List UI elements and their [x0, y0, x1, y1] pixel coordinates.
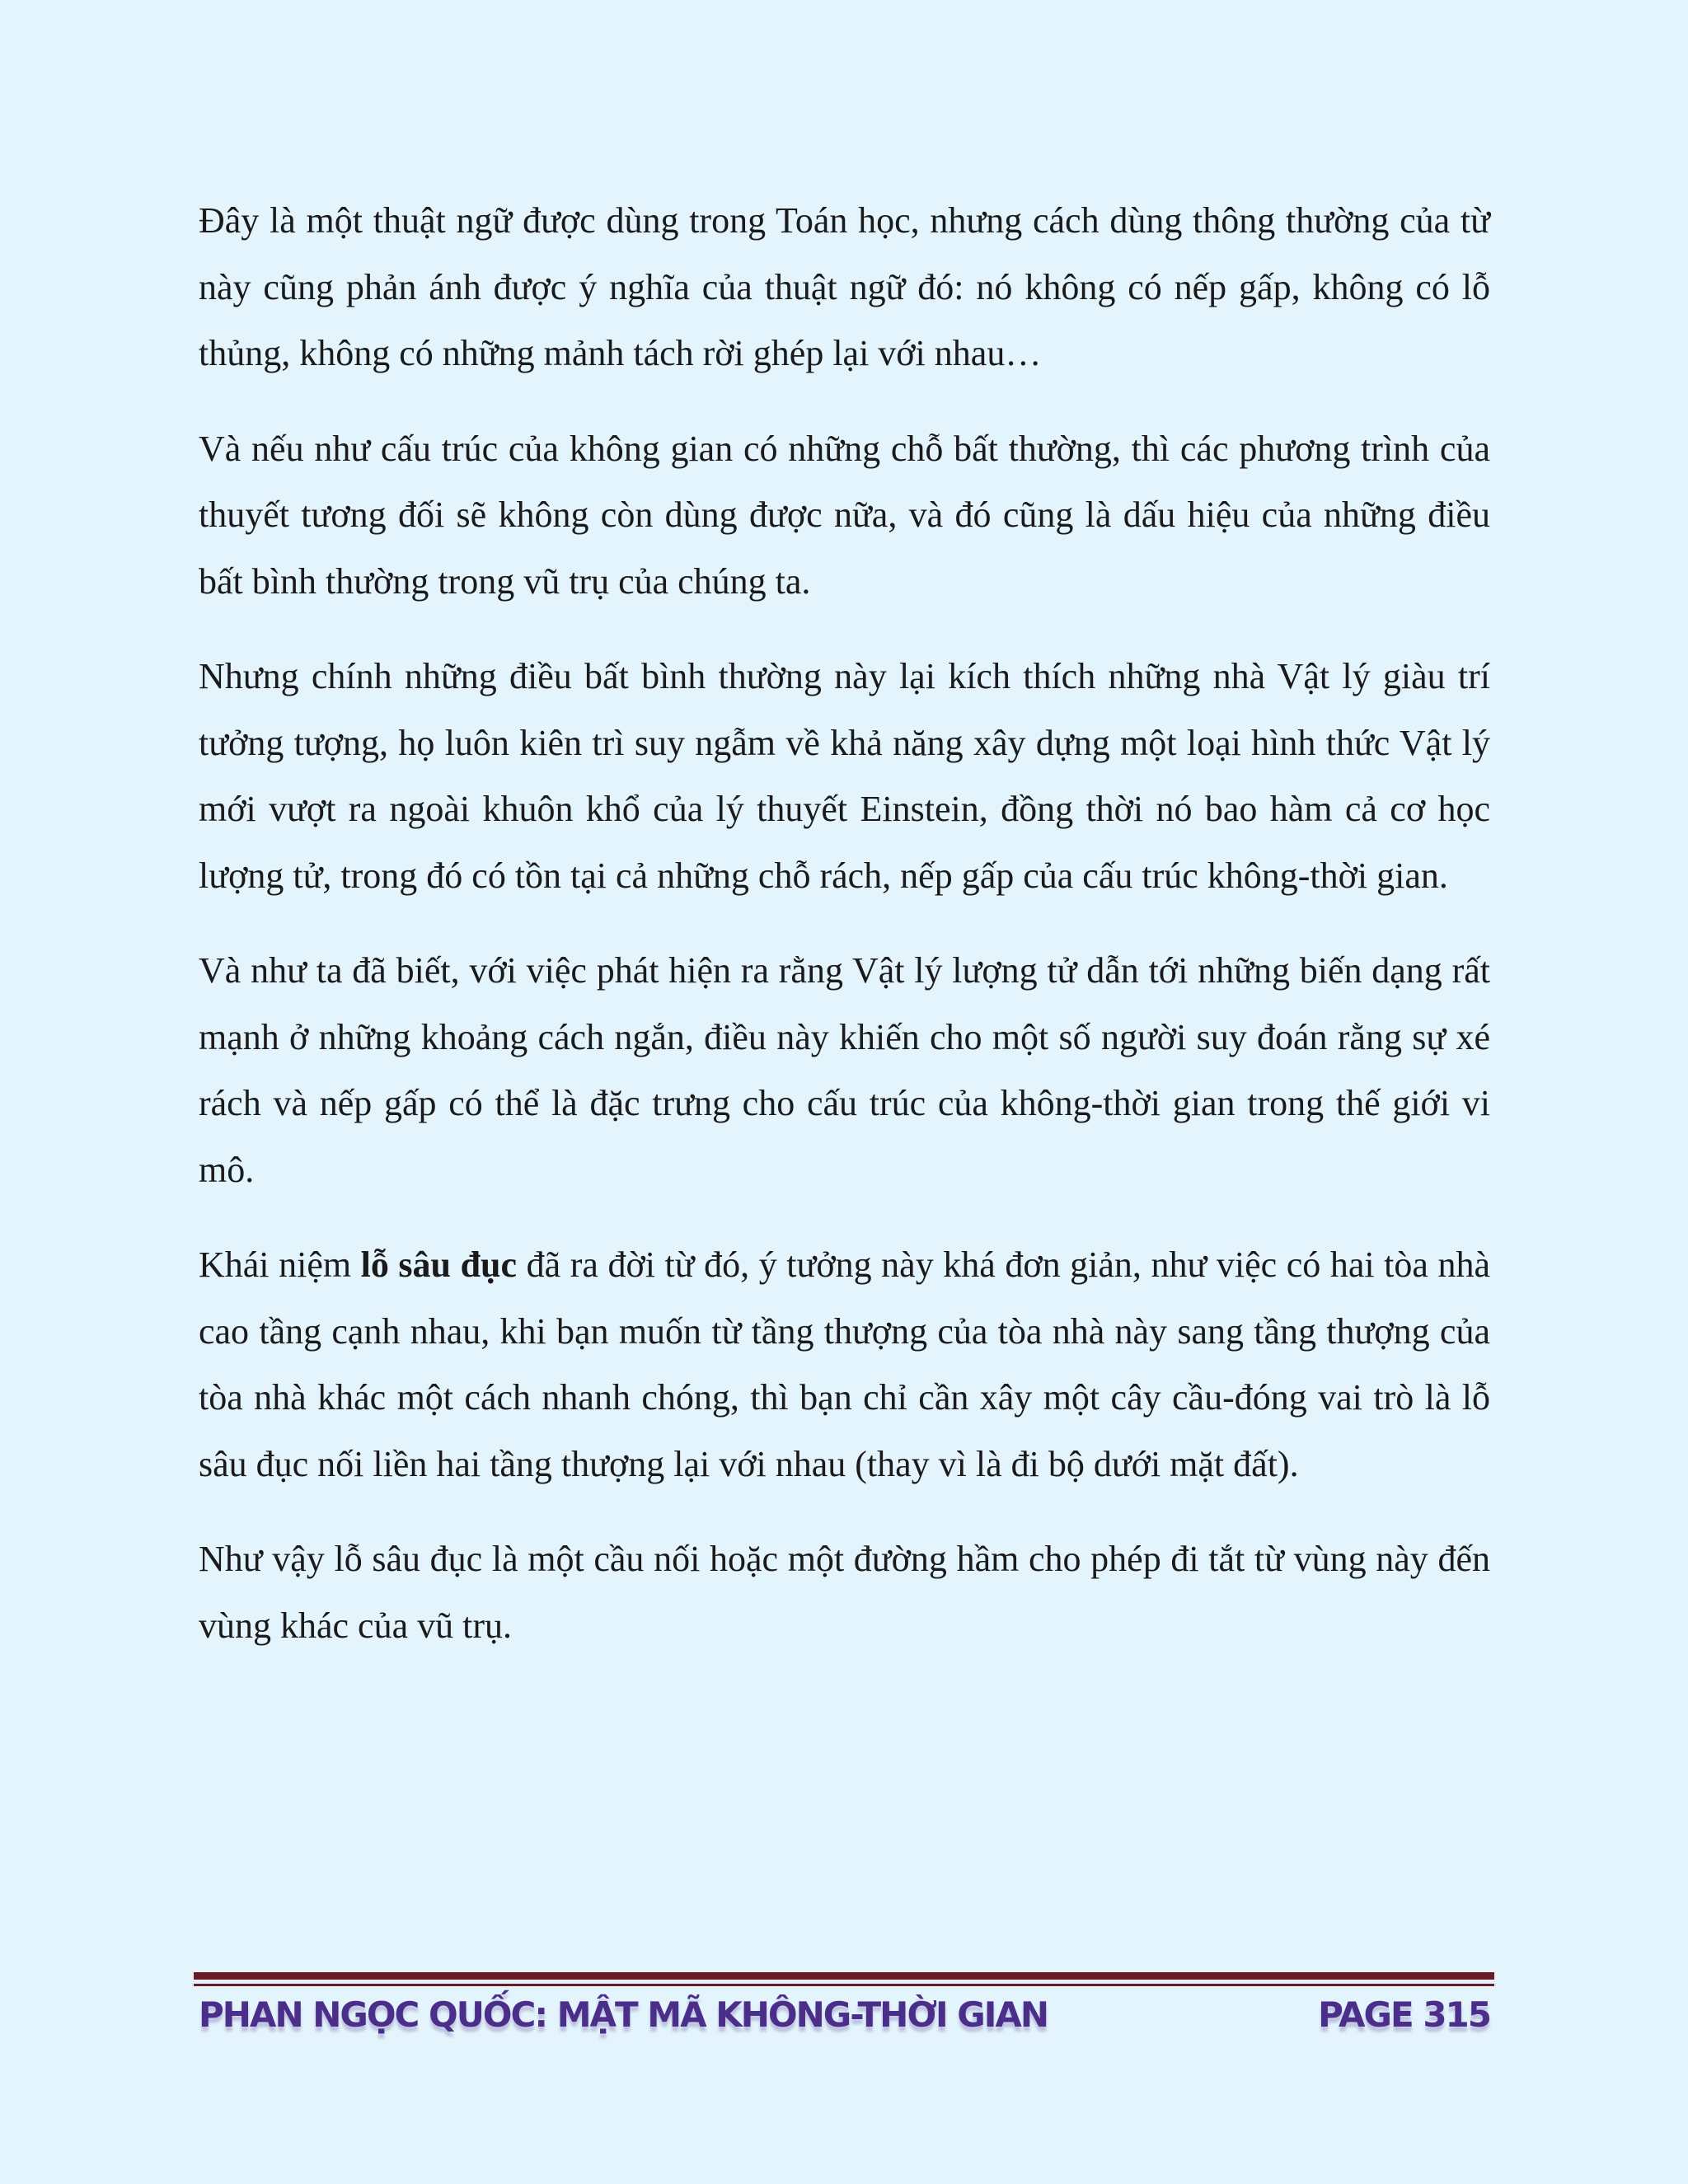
- paragraph-5-lead: Khái niệm: [199, 1244, 361, 1285]
- page-footer: [199, 1986, 1490, 2044]
- footer-rule-thick: [194, 1972, 1494, 1980]
- wormhole-term: lỗ sâu đục: [360, 1244, 518, 1285]
- footer-page-number: PAGE 315: [1318, 1994, 1490, 2035]
- paragraph-6: Như vậy lỗ sâu đục là một cầu nối hoặc một đường hầm cho phép đi tắt từ vùng này đến vùng khác của vũ trụ.: [199, 1539, 1490, 1646]
- paragraph-5: [199, 1232, 1490, 1497]
- paragraph-1: Đây là một thuật ngữ được dùng trong Toán học, nhưng cách dùng thông thường của từ này cũng phản ánh được ý nghĩa của thuật ngữ đó: nó không có nếp gấp, không có lỗ thủng, không có những mảnh tách rời ghép lại với nhau…: [199, 200, 1490, 373]
- paragraph-4: Và như ta đã biết, với việc phát hiện ra rằng Vật lý lượng tử dẫn tới những biến dạng rất mạnh ở những khoảng cách ngắn, điều này khiến cho một số người suy đoán rằng sự xé rách và nếp gấp có thể là đặc trưng cho cấu trúc của không-thời gian trong thế giới vi mô.: [199, 950, 1490, 1190]
- body-text: [199, 188, 1490, 1688]
- paragraph-3: Nhưng chính những điều bất bình thường này lại kích thích những nhà Vật lý giàu trí tưởng tượng, họ luôn kiên trì suy ngẫm về khả năng xây dựng một loại hình thức Vật lý mới vượt ra ngoài khuôn khổ của lý thuyết Einstein, đồng thời nó bao hàm cả cơ học lượng tử, trong đó có tồn tại cả những chỗ rách, nếp gấp của cấu trúc không-thời gian.: [199, 656, 1490, 896]
- paragraph-2: Và nếu như cấu trúc của không gian có những chỗ bất thường, thì các phương trình của thuyết tương đối sẽ không còn dùng được nữa, và đó cũng là dấu hiệu của những điều bất bình thường trong vũ trụ của chúng ta.: [199, 428, 1490, 602]
- paragraph-5-rest: đã ra đời từ đó, ý tưởng này khá đơn giản, như việc có hai tòa nhà cao tầng cạnh nhau, khi bạn muốn từ tầng thượng của tòa nhà này sang tầng thượng của tòa nhà khác một cách nhanh chóng, thì bạn chỉ cần xây một cây cầu-đóng vai trò là lỗ sâu đục nối liền hai tầng thượng lại với nhau (thay vì là đi bộ dưới mặt đất).: [199, 1244, 1490, 1484]
- footer-book-title: PHAN NGỌC QUỐC: MẬT MÃ KHÔNG-THỜI GIAN: [199, 1994, 1048, 2035]
